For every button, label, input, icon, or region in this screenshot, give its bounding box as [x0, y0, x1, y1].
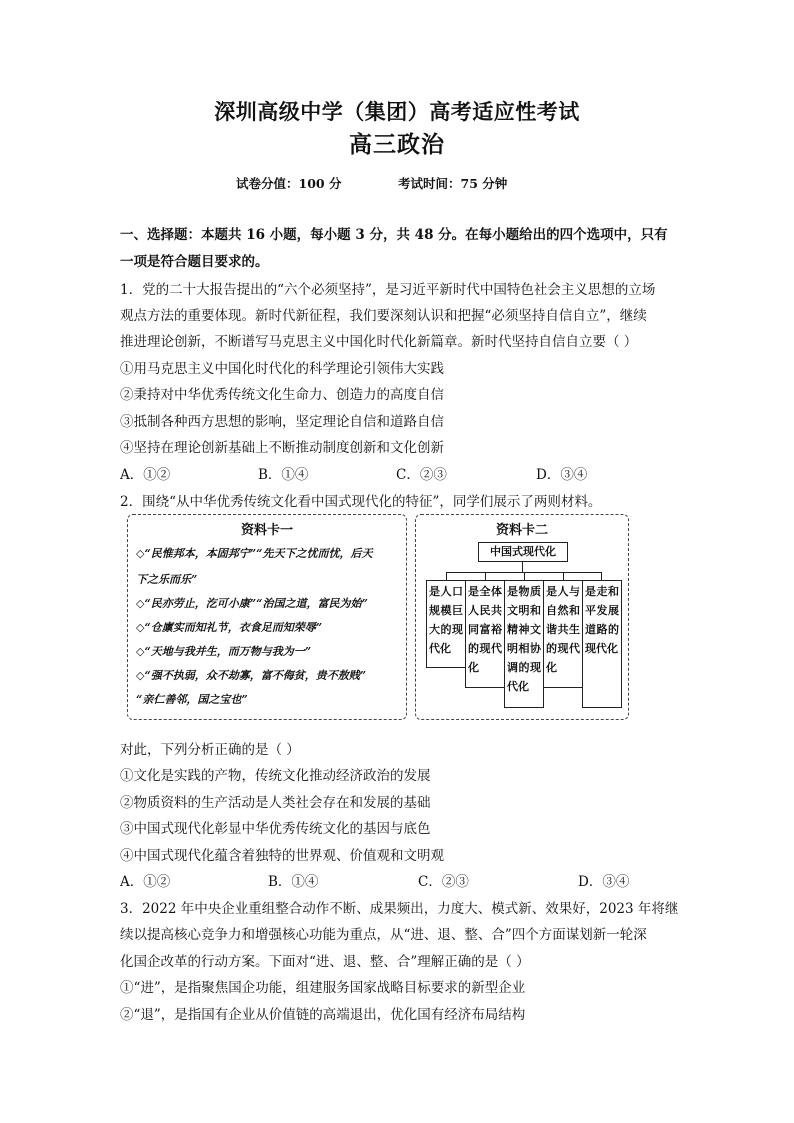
chart-child-4: 是人与自然和谐共生的现代化: [543, 580, 583, 688]
section-instruction-line1: 一、选择题：本题共 16 小题，每小题 3 分，共 48 分。在每小题给出的四个选项中，只有: [120, 227, 668, 243]
q2-ask: 对此，下列分析正确的是（ ）: [120, 742, 300, 758]
chart-child-2: 是全体人民共同富裕的现代化: [465, 580, 505, 688]
q3-stem-line3: 化国企改革的行动方案。下面对“进、退、整、合”理解正确的是（ ）: [120, 954, 530, 970]
material-card-2: [415, 514, 629, 720]
q2-item-4: ④中国式现代化蕴含着独特的世界观、价值观和文明观: [120, 848, 444, 864]
chart-child-5: 是走和平发展道路的现代化: [582, 580, 622, 708]
q2-item-2: ②物质资料的生产活动是人类社会存在和发展的基础: [120, 795, 431, 811]
chart-child-3: 是物质文明和精神文明相协调的现代化: [504, 580, 544, 708]
exam-subject: 高三政治: [349, 131, 445, 158]
q1-item-2: ②秉持对中华优秀传统文化生命力、创造力的高度自信: [120, 387, 444, 403]
card1-line-5: ◇“天地与我并生，而万物与我为一”: [136, 645, 312, 658]
q3-stem-line2: 续以提高核心竞争力和增强核心功能为重点，从“进、退、整、合”四个方面谋划新一轮深: [120, 927, 647, 943]
card1-line-6: ◇“强不执弱，众不劫寡，富不侮贫，贵不敖贱”: [136, 669, 367, 682]
q3-stem-line1: 3．2022 年中央企业重组整合动作不断、成果频出，力度大、模式新、效果好，2023 年将继: [120, 901, 679, 917]
chart-branch-2: [485, 572, 486, 580]
chart-branch-1: [446, 572, 447, 580]
exam-title: 深圳高级中学（集团）高考适应性考试: [214, 99, 580, 124]
q2-option-c: C．②③: [418, 874, 469, 890]
q1-item-4: ④坚持在理论创新基础上不断推动制度创新和文化创新: [120, 440, 444, 456]
q2-option-a: A．①②: [120, 874, 171, 890]
q3-item-2: ②“退”，是指国有企业从价值链的高端退出，优化国有经济布局结构: [120, 1007, 526, 1023]
exam-time: 考试时间：75 分钟: [398, 176, 508, 191]
material-card-2-title: 资料卡二: [495, 523, 548, 538]
q2-option-b: B．①④: [268, 874, 319, 890]
card1-line-4: ◇“仓廪实而知礼节，衣食足而知荣辱”: [136, 621, 323, 634]
chart-branch-4: [563, 572, 564, 580]
card1-line-2: 下之乐而乐”: [136, 573, 198, 586]
q1-option-b: B．①④: [258, 467, 309, 483]
q2-option-d: D．③④: [578, 874, 630, 890]
q1-item-1: ①用马克思主义中国化时代化的科学理论引领伟大实践: [120, 361, 444, 377]
chart-child-1: 是人口规模巨大的现代化: [426, 580, 466, 668]
q3-item-1: ①“进”，是指聚焦国企功能，组建服务国家战略目标要求的新型企业: [120, 980, 526, 996]
q2-stem: 2．围绕“从中华优秀传统文化看中国式现代化的特征”，同学们展示了两则材料。: [120, 494, 602, 510]
q2-item-3: ③中国式现代化彰显中华优秀传统文化的基因与底色: [120, 821, 431, 837]
section-instruction-line2: 一项是符合题目要求的。: [120, 254, 269, 270]
material-card-1: [127, 514, 407, 720]
chart-root-box: 中国式现代化: [478, 542, 568, 562]
card1-line-3: ◇“民亦劳止，汔可小康”“治国之道，富民为始”: [136, 597, 368, 610]
chart-root-connector: [522, 562, 523, 572]
q1-option-d: D．③④: [536, 467, 588, 483]
q2-item-1: ①文化是实践的产物，传统文化推动经济政治的发展: [120, 768, 431, 784]
chart-branch-3: [524, 572, 525, 580]
card1-line-1: ◇“民惟邦本，本固邦宁”“先天下之忧而忧，后天: [136, 547, 373, 560]
q1-stem-line3: 推进理论创新，不断谱写马克思主义中国化时代化新篇章。新时代坚持自信自立要（ ）: [120, 334, 638, 350]
q1-option-c: C．②③: [396, 467, 447, 483]
exam-score: 试卷分值：100 分: [236, 176, 342, 191]
material-card-1-title: 资料卡一: [240, 523, 293, 538]
q1-stem-line1: 1．党的二十大报告提出的“六个必须坚持”，是习近平新时代中国特色社会主义思想的立场: [120, 282, 656, 298]
q1-option-a: A．①②: [120, 467, 171, 483]
q1-item-3: ③抵制各种西方思想的影响，坚定理论自信和道路自信: [120, 414, 444, 430]
q1-stem-line2: 观点方法的重要体现。新时代新征程，我们要深刻认识和把握“必须坚持自信自立”，继续: [120, 308, 647, 324]
card1-line-7: “亲仁善邻，国之宝也”: [136, 693, 248, 706]
chart-branch-5: [601, 572, 602, 580]
